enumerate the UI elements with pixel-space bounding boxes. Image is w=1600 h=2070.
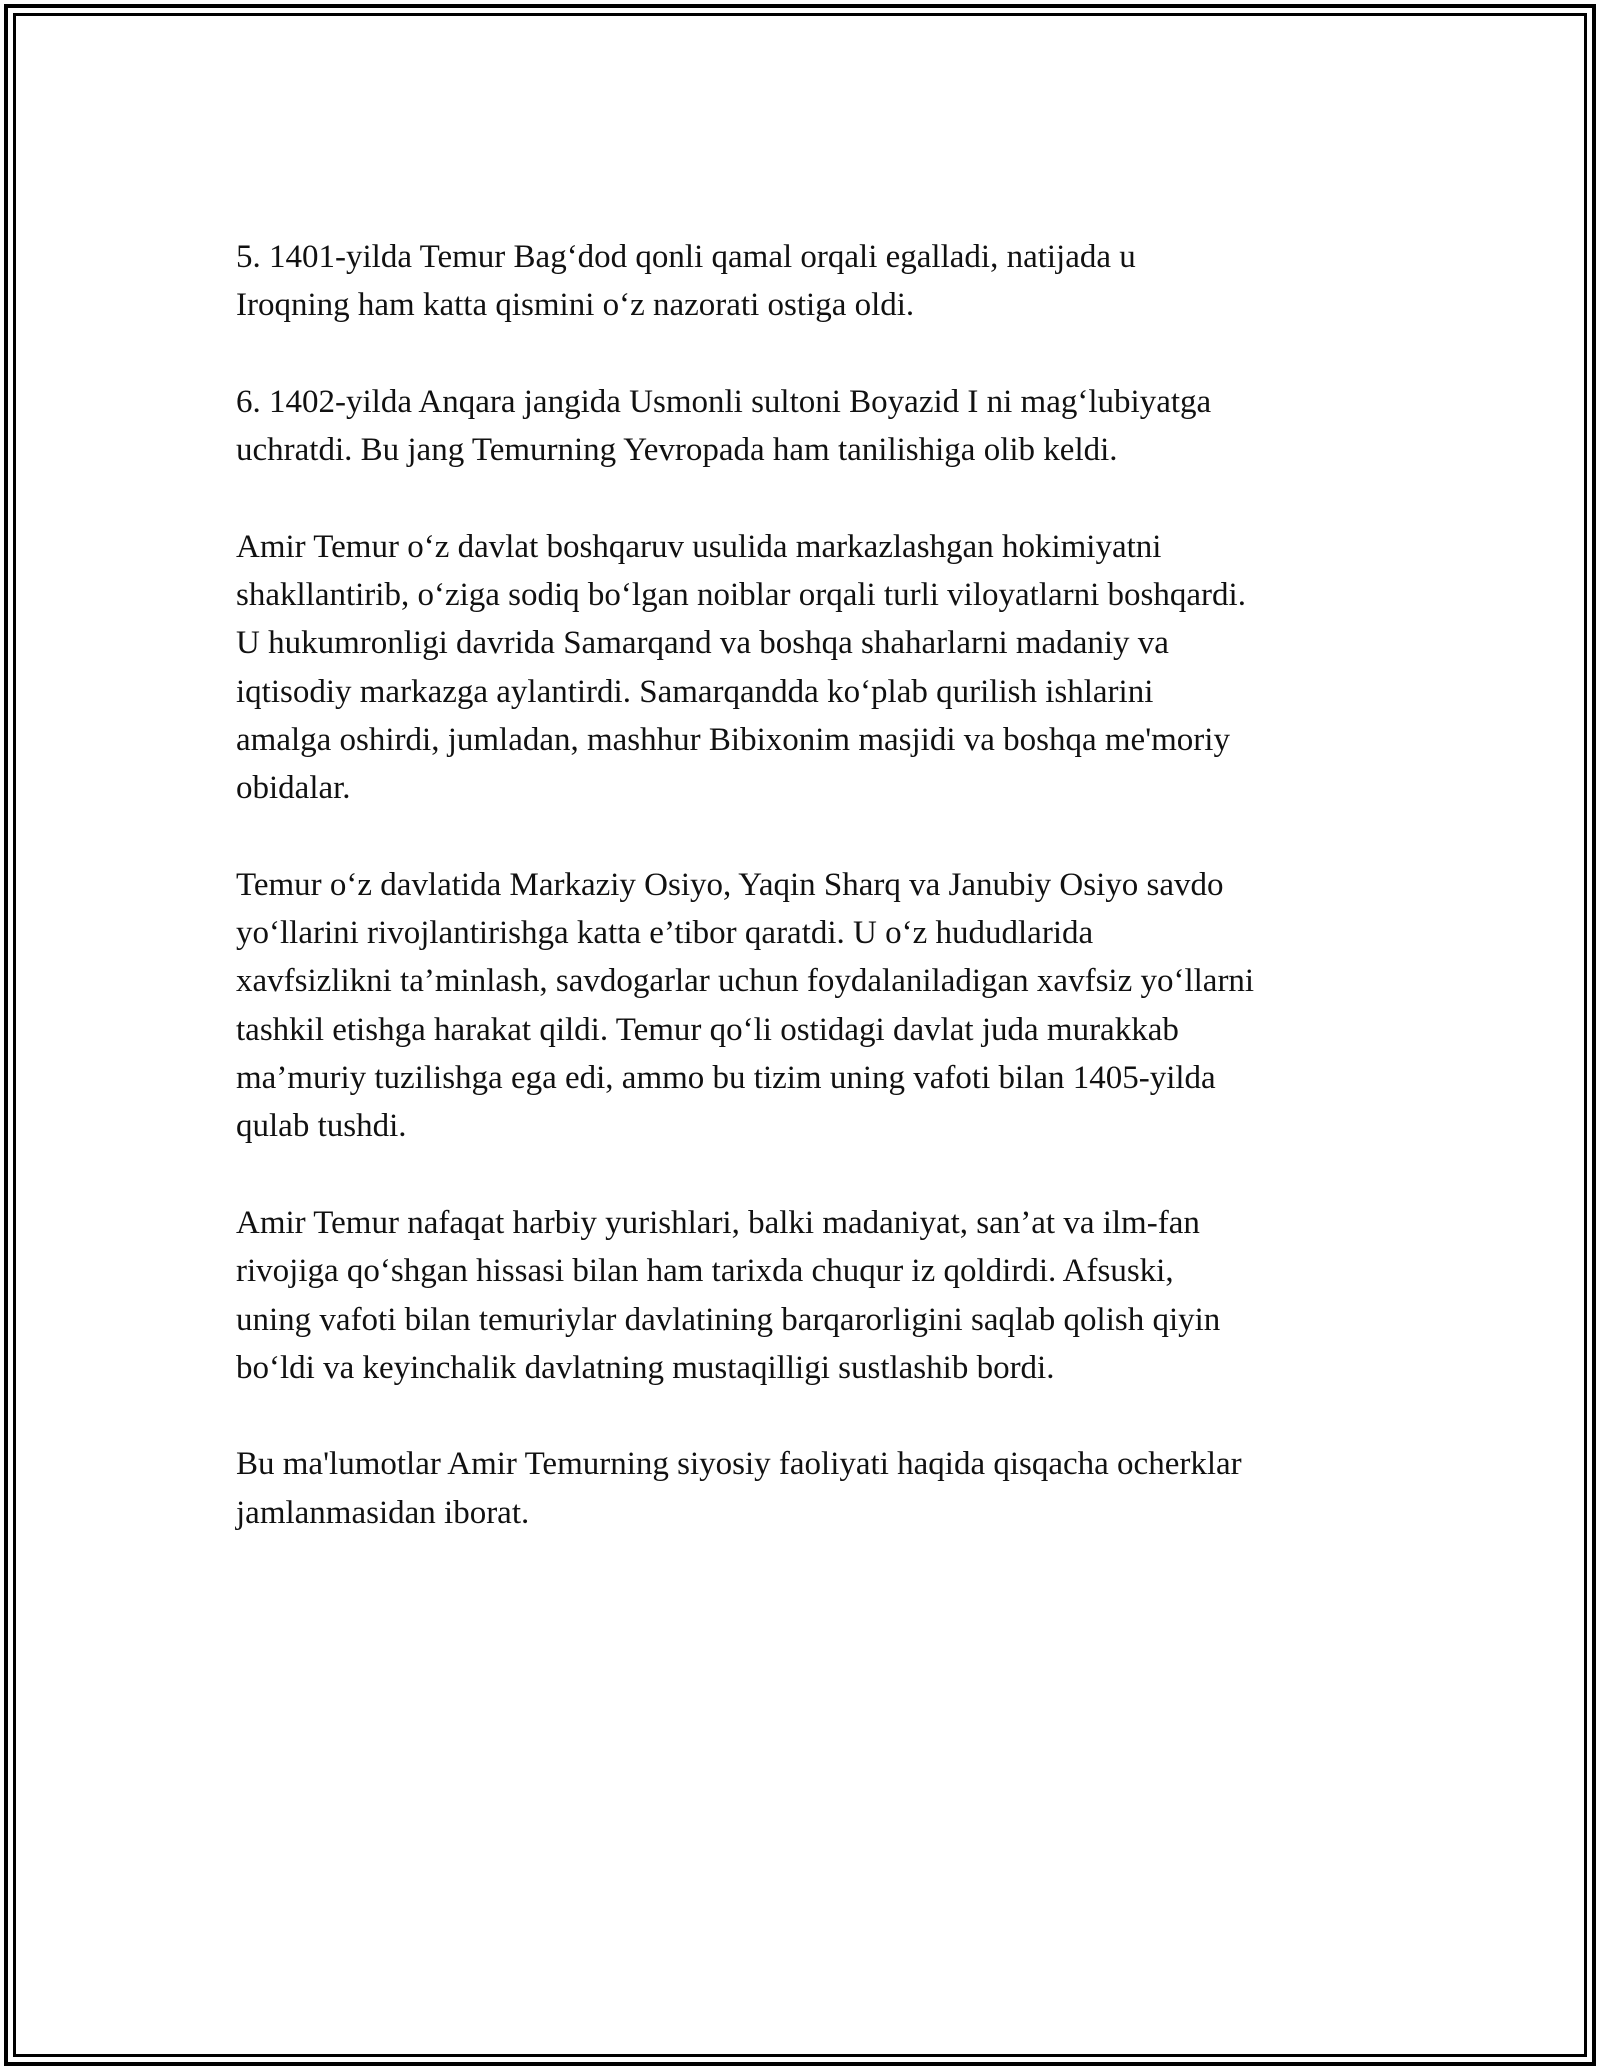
- paragraph-legacy: Amir Temur nafaqat harbiy yurishlari, balki madaniyat, san’at va ilm-fan rivojiga qo‘shgan hissasi bilan ham tarixda chuqur iz qoldirdi. Afsuski, uning vafoti bilan temuriylar davlatining barqarorligini saqlab qolish qiyin bo‘ldi va keyinchalik davlatning mustaqilligi sustlashib bordi.: [236, 1204, 1221, 1386]
- paragraph-trade: Temur o‘z davlatida Markaziy Osiyo, Yaqin Sharq va Janubiy Osiyo savdo yo‘llarini rivojlantirishga katta e’tibor qaratdi. U o‘z hududlarida xavfsizlikni ta’minlash, savdogarlar uchun foydalaniladigan xavfsiz yo‘llarni tashkil etishga harakat qildi. Temur qo‘li ostidagi davlat juda murakkab ma’muriy tuzilishga ega edi, ammo bu tizim uning vafoti bilan 1405-yilda qulab tushdi.: [236, 866, 1255, 1145]
- paragraph-item-5: 5. 1401-yilda Temur Bag‘dod qonli qamal orqali egalladi, natijada u Iroqning ham katta qismini o‘z nazorati ostiga oldi.: [236, 239, 1136, 324]
- paragraph-governance: Amir Temur o‘z davlat boshqaruv usulida markazlashgan hokimiyatni shakllantirib, o‘ziga sodiq bo‘lgan noiblar orqali turli viloyatlarni boshqardi. U hukumronligi davrida Samarqand va boshqa shaharlarni madaniy va iqtisodiy markazga aylantirdi. Samarqandda ko‘plab qurilish ishlarini amalga oshirdi, jumladan, mashhur Bibixonim masjidi va boshqa me'moriy obidalar.: [236, 528, 1246, 807]
- document-body: [236, 233, 1386, 1585]
- paragraph-item-6: 6. 1402-yilda Anqara jangida Usmonli sultoni Boyazid I ni mag‘lubiyatga uchratdi. Bu jang Temurning Yevropada ham tanilishiga olib keldi.: [236, 383, 1212, 469]
- paragraph-summary: Bu ma'lumotlar Amir Temurning siyosiy faoliyati haqida qisqacha ocherklar jamlanmasidan iborat.: [236, 1446, 1242, 1531]
